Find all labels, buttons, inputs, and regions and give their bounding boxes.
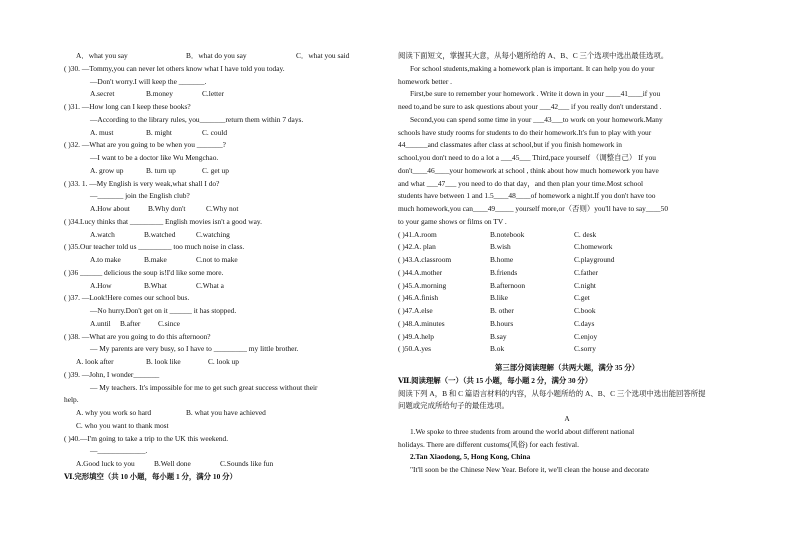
option-a: A.secret	[90, 89, 115, 99]
option-b: B.home	[490, 255, 514, 264]
option-c: C.since	[158, 318, 180, 328]
part-3-heading: 第三部分阅读理解（共两大题，满分 35 分）	[494, 363, 640, 372]
option-a: A．what you say	[76, 51, 128, 60]
q38-stem: ( )38. —What are you going to do this afternoon?	[64, 331, 211, 341]
option-b: B.hours	[490, 318, 514, 328]
option-a: A.to make	[90, 255, 121, 264]
option-c: C.sorry	[574, 344, 596, 354]
reading-paragraph: "It'll soon be the Chinese New Year. Before it, we'll clean the house and decorate	[410, 465, 650, 474]
right-column	[398, 50, 736, 477]
option-c: C.father	[574, 267, 599, 277]
q33-options	[64, 203, 382, 216]
option-c: C.Why not	[206, 204, 239, 213]
q40-options	[64, 458, 382, 471]
passage-line: school,you don't need to do a lot a ___45___ Third,pace yourself （调整自己） If you	[398, 153, 656, 162]
cloze-options-row	[398, 343, 736, 356]
option-b: B.after	[120, 318, 141, 328]
option-a: A.until	[90, 318, 111, 328]
student-name: 2.Tan Xiaodong, 5, Hong Kong, China	[410, 452, 531, 462]
q40-reply: —_____________.	[90, 446, 148, 456]
q38-reply: — My parents are very busy, so I have to _________ my little brother.	[90, 344, 299, 354]
option-c: C. could	[202, 127, 228, 137]
passage-letter: A	[564, 414, 570, 423]
passage-line: schools have study rooms for students to do their homework.It's fun to play with your	[398, 127, 652, 137]
option-a: ( )42.A. plan	[398, 242, 436, 252]
q30-stem: ( )30. —Tommy,you can never let others know what I have told you today.	[64, 63, 285, 73]
option-b: B.afternoon	[490, 280, 526, 290]
q30-options	[64, 88, 382, 101]
option-b: B.ok	[490, 344, 505, 354]
option-b: B.Why don't	[148, 204, 186, 213]
passage-line: to your game shows or films on TV .	[398, 216, 507, 226]
passage-line: Second,you can spend some time in your ___43___to work on your homework.Many	[410, 114, 663, 124]
option-c: C.get	[574, 293, 590, 303]
cloze-options-row	[398, 292, 736, 305]
q39-reply-cont: help.	[64, 395, 79, 405]
option-b: B.say	[490, 331, 507, 341]
option-b: B. turn up	[146, 165, 176, 175]
q39-reply: — My teachers. It's impossible for me to get such great success without their	[90, 382, 318, 392]
option-c: C.What a	[196, 280, 224, 290]
option-a: A.How	[90, 280, 112, 290]
option-b: B.like	[490, 293, 508, 303]
q31-stem: ( )31. —How long can I keep these books?	[64, 102, 191, 111]
q34-stem: ( )34.Lucy thinks that _________ English movies isn't a good way.	[64, 216, 262, 226]
option-a: A. look after	[76, 357, 114, 366]
option-b: B.watched	[144, 229, 176, 239]
cloze-options-row	[398, 280, 736, 293]
q32-reply: —I want to be a doctor like Wu Mengchao.	[90, 153, 219, 162]
option-c: C. look up	[208, 357, 240, 366]
passage-line: students have between 1 and 1.5____48____of homework a night.If you don't have too	[398, 191, 656, 201]
option-a: ( )41.A.room	[398, 229, 437, 239]
option-b: B. other	[490, 306, 514, 315]
cloze-options-row	[398, 267, 736, 280]
q36-options	[64, 280, 382, 293]
option-c: C．what you said	[296, 51, 350, 60]
option-a: A. why you work so hard	[76, 408, 152, 417]
option-b: B．what do you say	[186, 51, 247, 60]
q35-stem: ( )35.Our teacher told us _________ too much noise in class.	[64, 242, 245, 252]
q32-stem: ( )32. —What are you going to be when you _______?	[64, 140, 226, 150]
q37-options	[64, 318, 382, 331]
option-c: C. who you want to thank most	[76, 420, 169, 430]
option-b: B.notebook	[490, 229, 525, 239]
option-a: ( )43.A.classroom	[398, 255, 452, 264]
cloze-options-row	[398, 229, 736, 242]
reading-instructions: 阅读下列 A，B 和 C 篇语言材料的内容，从每小题所给的 A、B、C 三个选项中选出能回答所提	[398, 388, 706, 398]
option-c: C.playground	[574, 255, 615, 264]
option-b: B.make	[144, 255, 167, 264]
q38-options	[64, 356, 382, 369]
option-c: C. desk	[574, 229, 597, 239]
option-b: B. what you have achieved	[186, 408, 266, 417]
q33-stem: ( )33. 1. —My English is very weak,what shall I do?	[64, 178, 220, 188]
passage-line: need to,and be sure to ask questions about your ___42___ if you really don't understand .	[398, 102, 662, 111]
option-c: C.enjoy	[574, 331, 598, 341]
left-column	[64, 50, 382, 484]
section-6-heading: Ⅵ.完形填空（共 10 小题，每小题 1 分，满分 10 分）	[64, 471, 237, 481]
option-b: B.money	[146, 89, 173, 99]
option-c: C.not to make	[196, 255, 238, 264]
option-a: A. must	[90, 127, 114, 137]
reading-instructions-cont: 问题或完成所给句子的最佳选项。	[398, 401, 509, 411]
option-b: B.wish	[490, 242, 511, 252]
option-c: C.watching	[196, 229, 230, 239]
q37-stem: ( )37. —Look!Here comes our school bus.	[64, 293, 190, 303]
option-a: A. grow up	[90, 165, 124, 175]
option-c: C.book	[574, 306, 596, 315]
q40-stem: ( )40.—I'm going to take a trip to the UK this weekend.	[64, 433, 229, 443]
option-a: ( )46.A.finish	[398, 293, 439, 303]
q36-stem: ( )36 ______ delicious the soup is!I'd like some more.	[64, 267, 224, 277]
cloze-options-row	[398, 318, 736, 331]
option-a: ( )50.A.yes	[398, 344, 432, 354]
q31-reply: —According to the library rules, you_______return them within 7 days.	[90, 114, 304, 124]
option-a: ( )49.A.help	[398, 331, 434, 341]
option-c: C.homework	[574, 242, 613, 252]
option-a: ( )45.A.morning	[398, 280, 447, 290]
reading-paragraph: 1.We spoke to three students from around the world about different national	[410, 426, 635, 436]
option-c: C. get up	[202, 165, 229, 175]
cloze-instructions: 阅读下面短文，掌握其大意，从每小题所给的 A、B、C 三个选项中选出最佳选项。	[398, 51, 669, 60]
q35-options	[64, 254, 382, 267]
option-c: C.letter	[202, 89, 224, 99]
option-c: C.Sounds like fun	[220, 459, 274, 468]
passage-line: and what ___47___ you need to do that day，and then plan your time.Most school	[398, 178, 644, 188]
passage-line: First,be sure to remember your homework . Write it down in your ____41____if you	[410, 89, 661, 99]
cloze-options-row	[398, 305, 736, 318]
q34-options	[64, 229, 382, 242]
passage-line: don't____46____your homework at school , think about how much homework you have	[398, 165, 659, 175]
option-b: B. look like	[146, 357, 181, 366]
option-a: A.How about	[90, 204, 130, 213]
option-c: C.days	[574, 318, 595, 328]
option-b: B.Well done	[154, 459, 191, 468]
cloze-options-row	[398, 331, 736, 344]
q39-stem: ( )39. —John, I wonder_______	[64, 369, 160, 379]
q32-options	[64, 165, 382, 178]
option-a: ( )47.A.else	[398, 306, 433, 315]
cloze-options-row	[398, 254, 736, 267]
q31-options	[64, 127, 382, 140]
q29-options	[64, 50, 382, 63]
q33-reply: —_______ join the English club?	[90, 191, 190, 201]
passage-line: For school students,making a homework plan is important. It can help you do your	[410, 63, 655, 73]
passage-line: homework better .	[398, 76, 452, 86]
passage-line: 44______and classmates after class at school,but if you finish homework in	[398, 140, 622, 150]
q30-reply: —Don't worry.I will keep the _______.	[90, 76, 207, 86]
passage-line: much homework,you can____49_____ yourself more,or（否则）you'll have to say____50	[398, 204, 669, 213]
option-c: C.night	[574, 280, 596, 290]
option-b: B. might	[146, 127, 172, 137]
section-7-heading: Ⅶ.阅读理解（一）（共 15 小题，每小题 2 分，满分 30 分）	[398, 375, 593, 385]
option-a: ( )44.A.mother	[398, 267, 443, 277]
option-a: A.Good luck to you	[76, 459, 135, 468]
option-b: B.What	[144, 280, 167, 290]
cloze-options-row	[398, 241, 736, 254]
q37-reply: —No hurry.Don't get on it ______ it has stopped.	[90, 306, 237, 315]
option-a: A.watch	[90, 229, 115, 239]
option-a: ( )48.A.minutes	[398, 318, 445, 328]
option-b: B.friends	[490, 267, 518, 277]
reading-paragraph: holidays. There are different customs(风俗) for each festival.	[398, 439, 579, 449]
q39-options-ab	[64, 407, 382, 420]
